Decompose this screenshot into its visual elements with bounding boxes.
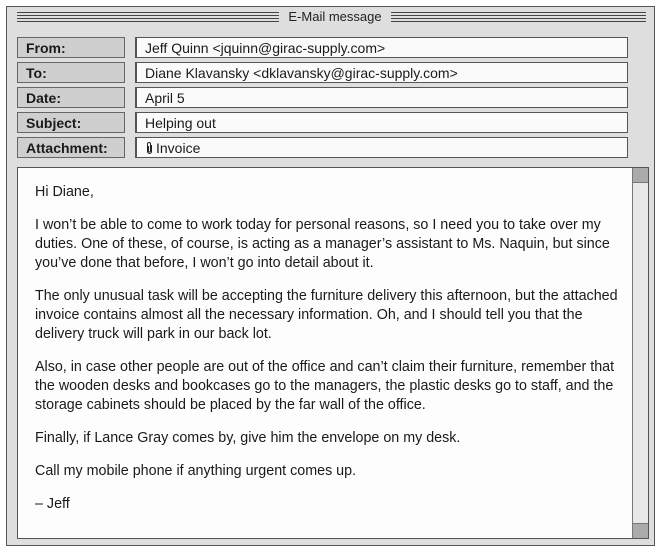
attachment-field[interactable] (135, 137, 628, 158)
message-body (35, 183, 625, 528)
attachment-name[interactable]: Invoice (156, 140, 201, 156)
title-stripes-right (391, 12, 646, 23)
greeting: Hi Diane, (35, 184, 94, 200)
date-row (17, 87, 649, 108)
date-field[interactable]: April 5 (135, 87, 628, 108)
message-body-panel (17, 167, 649, 539)
to-row (17, 62, 649, 83)
paragraph-3: Also, in case other people are out of the office and can’t claim their furniture, remember that the wooden desks and bookcases go to the managers, the plastic desks go to staff, and the storage cabinets should be placed by the far wall of the office. (35, 359, 615, 413)
paragraph-5: Call my mobile phone if anything urgent comes up. (35, 463, 357, 479)
attachment-label: Attachment: (17, 137, 125, 158)
title-stripes-left (17, 12, 279, 23)
subject-row (17, 112, 649, 133)
paragraph-2: The only unusual task will be accepting the furniture delivery this afternoon, but the attached invoice contains almost all the necessary information. Oh, and I should tell you that the delivery truck will park in our back lot. (35, 288, 618, 342)
title-bar (7, 7, 654, 29)
from-row (17, 37, 649, 58)
paragraph-4: Finally, if Lance Gray comes by, give him the envelope on my desk. (35, 430, 461, 446)
subject-field[interactable]: Helping out (135, 112, 628, 133)
to-label: To: (17, 62, 125, 83)
date-label: Date: (17, 87, 125, 108)
email-window (6, 6, 655, 546)
paperclip-icon (145, 141, 154, 155)
signature: – Jeff (35, 496, 70, 512)
paragraph-1: I won’t be able to come to work today for personal reasons, so I need you to take over my duties. One of these, of course, is acting as a manager’s assistant to Ms. Naquin, but since you’ve done that before, I won’t go into detail about it. (35, 217, 610, 271)
to-field[interactable]: Diane Klavansky <dklavansky@girac-supply.com> (135, 62, 628, 83)
from-field[interactable]: Jeff Quinn <jquinn@girac-supply.com> (135, 37, 628, 58)
scroll-down-button[interactable] (633, 523, 648, 538)
scroll-up-button[interactable] (633, 168, 648, 183)
window-title: E-Mail message (288, 9, 382, 24)
vertical-scrollbar[interactable] (632, 168, 648, 538)
subject-label: Subject: (17, 112, 125, 133)
from-label: From: (17, 37, 125, 58)
attachment-row (17, 137, 649, 158)
